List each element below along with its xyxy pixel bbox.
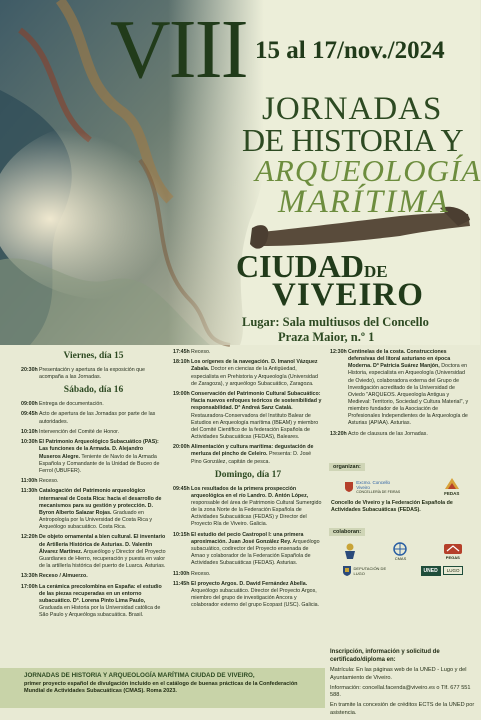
schedule-text — [191, 581, 323, 610]
program-column-3 — [330, 349, 470, 441]
schedule-item — [21, 534, 166, 570]
crest-icon — [342, 565, 352, 577]
schedule-time: 18:10h — [173, 359, 190, 366]
schedule-highlight: Catalogación del Patrimonio arqueológico intermareal de Costa Rica: hacia el desarrollo de mecanismos para su gestión y protección. D. Byron Alberto Salazar Rojas. — [39, 488, 162, 516]
registration-title: Inscripción, información y solicitud de certificado/diploma en: — [330, 649, 440, 664]
registration-enrolment: Matrícula: En las páginas web de la UNED - Lugo y del Ayuntamiento de Viveiro. — [330, 667, 467, 681]
schedule-text — [191, 444, 323, 465]
schedule-highlight: Centinelas de la costa. Construcciones defensivas del litoral asturiano en época Moderna. Dª Patricia Suárez Manjón, — [348, 349, 451, 370]
shield-icon — [344, 481, 354, 493]
schedule-item — [173, 571, 323, 578]
schedule-detail: Arqueólogo y Director del Proyecto Guardianes de Hierro, recuperación y puesta en valor de la artillería histórica del puerto de Luarca. Asturias. — [39, 548, 166, 570]
footer-banner — [0, 668, 325, 708]
title-line-1: JORNADAS — [262, 91, 443, 127]
schedule-text — [39, 584, 166, 620]
organizers-label: organizan: — [329, 463, 365, 471]
schedule-item — [21, 573, 166, 580]
schedule-text — [191, 571, 323, 578]
schedule-detail: Intervención del Comité de Honor. — [39, 428, 120, 435]
schedule-time: 09:45h — [21, 411, 38, 418]
hero-banner — [0, 0, 480, 345]
title-line-2: DE HISTORIA Y — [242, 122, 464, 158]
collaborators-logos-row-2 — [325, 565, 480, 577]
uned-lugo-name: LUGO — [443, 566, 464, 575]
schedule-item — [21, 411, 166, 425]
schedule-time: 12:20h — [21, 534, 38, 541]
schedule-time: 10:10h — [21, 428, 38, 435]
schedule-text — [191, 359, 323, 388]
schedule-time: 10:30h — [21, 439, 38, 446]
schedule-detail: Presentación y apertura de la exposición que acompaña a las Jornadas. — [39, 366, 146, 380]
schedule-time: 12:30h — [330, 349, 347, 355]
schedule-highlight: La cerámica precolombina en España: el estudio de las piezas recuperadas en un entorno subacuático. Dª. Lorena Pinto Lima Paulo, — [39, 583, 162, 604]
schedule-time: 17:45h — [173, 349, 190, 355]
schedule-time: 19:00h — [173, 391, 190, 398]
org1-sub: CONCELLERÍA DE FEIRAS — [356, 489, 401, 494]
schedule-highlight: Conservación del Patrimonio Cultural Subacuático: Hacia nuevos enfoques teóricos de sostenibilidad y responsabilidad. Dª Andreá Sanz Catalá. — [191, 391, 322, 412]
schedule-text — [39, 401, 166, 408]
schedule-detail: Doctora en Historia, especialista en Arqueología (Universidad de Oviedo), colaboradora externa del Grupo de Investigación acreditado de la Universidad de Oviedo "ARQUEOS. Arqueología Antigua y Medieval: Territorio, Sociedad y Cultura Material", y miembro fundador de la Asociación de Profesionales Independientes de la Arqueología de Asturias (APIAA). Asturias. — [348, 363, 469, 427]
globe-icon — [392, 542, 408, 556]
schedule-item — [173, 359, 323, 388]
schedule-item — [173, 486, 323, 529]
title-line-4: MARÍTIMA — [278, 184, 450, 220]
day-heading: Viernes, día 15 — [63, 351, 124, 361]
collaborators-label: colaboran: — [329, 528, 365, 536]
schedule-item — [21, 478, 166, 485]
schedule-item — [21, 439, 166, 475]
schedule-detail: Arqueólogo subacuático, codirector del Proyecto ensenada de Arnao y colaborador de la Federación Española de Actividades Subacuáticas (FEDAS). Asturias. — [191, 538, 320, 567]
schedule-text — [348, 431, 470, 438]
schedule-text — [348, 349, 470, 428]
registration-info — [330, 648, 475, 720]
pegas-badge-icon — [443, 543, 463, 555]
concello-viveiro-logo — [344, 480, 404, 494]
schedule-time: 13:20h — [330, 430, 347, 437]
footer-title: JORNADAS DE HISTORIA Y ARQUEOLOGÍA MARÍTIMA CIUDAD DE VIVEIRO, — [24, 672, 255, 679]
schedule-item — [330, 349, 470, 428]
schedule-text — [39, 488, 166, 531]
schedule-time: 11:45h — [173, 580, 190, 587]
schedule-detail: Restauradora-Conservadora del Instituto Balear de Estudios en Arqueología marítima (IBEAM) y miembro del Comité Científico de la federación Española de Actividades Subacuáticas (FEDAS), Baleares. — [191, 412, 319, 440]
day-heading: Domingo, día 17 — [214, 469, 282, 480]
title-line-3: ARQUEOLOGÍA — [255, 153, 481, 188]
schedule-highlight: De objeto ornamental a bien cultural. El inventario de Artillería Histórica de Asturias. D. Valentín Álvarez Martínez. — [39, 534, 166, 555]
schedule-detail: Acto de apertura de las Jornadas por parte de las autoridades. — [39, 411, 156, 425]
collaborators-logos-row-1 — [325, 542, 480, 561]
schedule-highlight: Los orígenes de la navegación. D. Imanol Vázquez Zabala. — [191, 359, 318, 373]
schedule-highlight: Alimentación y cultura marítima: degustación de merluza del pincho de Celeiro. — [191, 444, 314, 458]
cmas-name: CMAS — [394, 555, 407, 561]
schedule-time: 10:15h — [173, 531, 190, 538]
schedule-detail: Acto de clausura de las Jornadas. — [348, 430, 428, 437]
schedule-time: 20:30h — [21, 366, 38, 373]
schedule-time: 11:00h — [173, 570, 190, 577]
schedule-highlight: El proyecto Argos. D. David Fernández Abella. — [191, 580, 308, 587]
fedas-name: FEDAS — [444, 491, 460, 496]
sponsors-panel — [325, 455, 480, 581]
schedule-highlight: Receso / Almuerzo. — [39, 573, 88, 580]
schedule-text — [39, 534, 166, 570]
city-line-2: VIVEIRO — [272, 277, 424, 313]
schedule-text — [191, 349, 323, 356]
schedule-item — [21, 488, 166, 531]
venue-line-2: Praza Maior, n.º 1 — [278, 330, 375, 344]
schedule-text — [39, 429, 166, 436]
schedule-item — [330, 431, 470, 438]
schedule-text — [39, 367, 166, 381]
schedule-text — [39, 411, 166, 425]
schedule-text — [39, 573, 166, 580]
schedule-item — [21, 584, 166, 620]
schedule-time: 09:45h — [173, 485, 190, 492]
schedule-detail: Receso. — [191, 570, 211, 577]
schedule-item — [21, 401, 166, 408]
uned-name: UNED — [421, 566, 441, 576]
city-de: DE — [364, 262, 388, 281]
schedule-detail: Graduado en Antropología por la Universidad de Costa Rica y Arqueólogo subacuático. Costa Rica. — [39, 509, 153, 531]
schedule-highlight: El Patrimonio Arqueológico Subacuático (PAS): Las funciones de la Armada. D. Alejandro Museros Alegre. — [39, 439, 159, 460]
program-column-2 — [173, 349, 323, 613]
schedule-text — [191, 486, 323, 529]
schedule-highlight: Los resultados de la primera prospección arqueológica en el río Landro. D. Antón López, — [191, 485, 309, 499]
schedule-detail: Arqueólogo subacuático. Director del Proyecto Argos, miembro del grupo de investigación Ancora y colaborador externo del grupo Ecopast (USC). Galicia. — [191, 588, 320, 609]
schedule-text — [39, 439, 166, 475]
deputacion-lugo-logo — [342, 565, 388, 577]
schedule-detail: Entrega de documentación. — [39, 401, 104, 408]
registration-contact: Información: concellal.facenda@viveiro.es o Tlf. 677 551 588. — [330, 684, 471, 699]
fedas-emblem-icon — [443, 477, 461, 491]
venue-line-1: Lugar: Sala multiusos del Concello — [242, 315, 429, 329]
day-heading: Sábado, día 16 — [63, 385, 124, 396]
schedule-detail: Doctor en ciencias de la Antigüedad, especialista en Prehistoria y Arqueología (Universidad de Zaragoza), y arqueólogo Subacuático, Zaragoza. — [191, 366, 318, 387]
schedule-detail: Receso. — [191, 349, 211, 355]
schedule-item — [173, 391, 323, 441]
city-word: CIUDAD — [236, 248, 364, 284]
schedule-detail: Graduada en Historia por la Universidad católica de São Paulo y Arqueóloga subacuática. Brasil. — [39, 605, 161, 619]
schedule-item — [21, 367, 166, 381]
organizers-note: Concello de Viveiro y la Federación Española de Actividades Subacuáticas (FEDAS). — [331, 500, 453, 513]
schedule-time: 11:00h — [21, 478, 38, 485]
schedule-item — [173, 444, 323, 465]
pegas-name: PEGAS — [445, 554, 460, 560]
schedule-time: 11:30h — [21, 488, 38, 495]
schedule-detail: Receso. — [39, 478, 59, 485]
pegas-logo — [443, 543, 463, 560]
fedas-logo — [443, 477, 461, 496]
schedule-detail: Presenta: D. José Pino González, capitán de pesca. — [191, 451, 312, 465]
schedule-time: 09:00h — [21, 401, 38, 408]
edition-numeral: VIII — [110, 3, 247, 96]
footer-text: primer proyecto español de divulgación incluido en el catálogo de buenas prácticas de la Confederación Mundial de Actividades Subacuáticas (CMAS). Roma 2023. — [24, 680, 298, 694]
cmas-logo — [392, 542, 408, 561]
navy-emblem-icon — [342, 542, 358, 560]
uned-lugo-logo — [421, 566, 464, 576]
schedule-text — [39, 478, 166, 485]
schedule-item — [173, 349, 323, 356]
schedule-item — [173, 581, 323, 610]
program-column-1 — [21, 349, 166, 623]
schedule-detail: Teniente de Navío de la Armada Española y Comandante de la Unidad de Buceo de Ferrol (UBUFER). — [39, 453, 160, 474]
deputacion-name: DEPUTACIÓN DE LUGO — [353, 565, 387, 576]
schedule-item — [21, 429, 166, 436]
schedule-item — [173, 532, 323, 568]
event-dates: 15 al 17/nov./2024 — [255, 37, 445, 64]
registration-credits: En tramite la concesión de créditos ECTS de la UNED por asistencia. — [330, 702, 475, 716]
schedule-highlight: El estudio del pecio Castropol I: una primera aproximación. Juan José González Rey. — [191, 531, 304, 545]
schedule-time: 20:00h — [173, 444, 190, 451]
schedule-detail: responsable del área de Patrimonio Cultural Sumergido de la zona Norte de la Federación Española de Actividades Subacuáticas (FEDAS) y Director del Proyecto Ría de Viveiro. Galicia. — [191, 499, 322, 528]
schedule-text — [191, 391, 323, 441]
organizers-logos — [325, 477, 480, 496]
org1-name: Excmo. Concello Viveiro — [356, 479, 391, 490]
schedule-time: 17:00h — [21, 583, 38, 590]
schedule-time: 13:30h — [21, 573, 38, 580]
schedule-text — [191, 532, 323, 568]
